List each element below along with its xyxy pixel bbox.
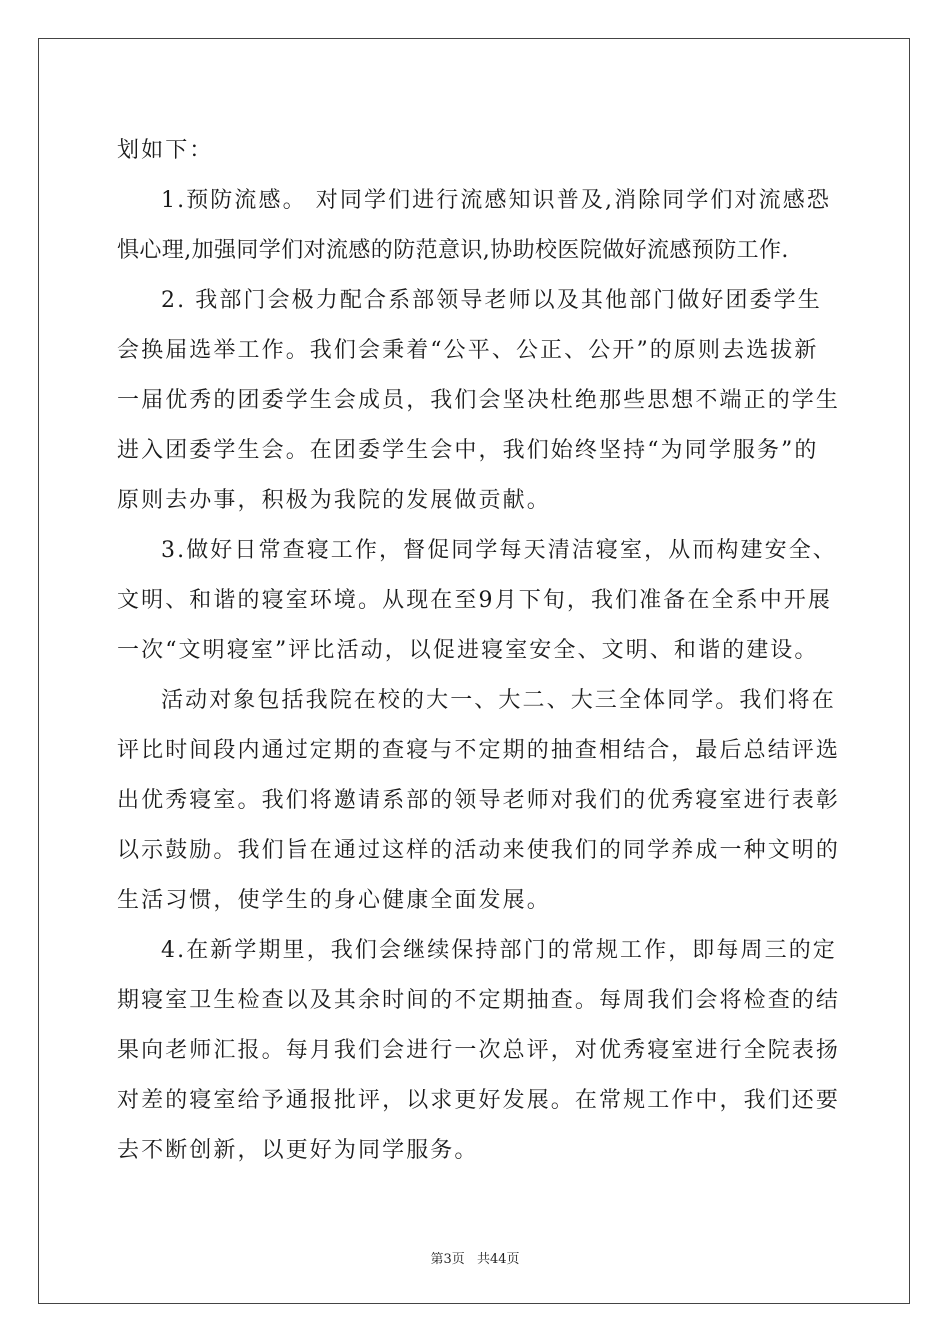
text-line: 1.预防流感。 对同学们进行流感知识普及,消除同学们对流感恐 bbox=[161, 188, 831, 213]
text-line: 果向老师汇报。每月我们会进行一次总评，对优秀寝室进行全院表扬 bbox=[117, 1038, 841, 1063]
text-line: 活动对象包括我院在校的大一、大二、大三全体同学。我们将在 bbox=[161, 688, 836, 713]
text-line: 以示鼓励。我们旨在通过这样的活动来使我们的同学养成一种文明的 bbox=[117, 838, 841, 863]
document-body bbox=[117, 126, 841, 1176]
text-line: 评比时间段内通过定期的查寝与不定期的抽查相结合，最后总结评选 bbox=[117, 738, 841, 763]
text-line: 4.在新学期里，我们会继续保持部门的常规工作，即每周三的定 bbox=[161, 938, 837, 963]
text-line: 生活习惯，使学生的身心健康全面发展。 bbox=[117, 888, 551, 913]
text-line: 3.做好日常查寝工作，督促同学每天清洁寝室，从而构建安全、 bbox=[161, 538, 837, 563]
text-line: 对差的寝室给予通报批评，以求更好发展。在常规工作中，我们还要 bbox=[117, 1088, 841, 1113]
text-line: 去不断创新，以更好为同学服务。 bbox=[117, 1138, 479, 1163]
text-line: 2. 我部门会极力配合系部领导老师以及其他部门做好团委学生 bbox=[161, 288, 822, 313]
text-line: 期寝室卫生检查以及其余时间的不定期抽查。每周我们会将检查的结 bbox=[117, 988, 841, 1013]
text-line: 一届优秀的团委学生会成员，我们会坚决杜绝那些思想不端正的学生 bbox=[117, 388, 841, 413]
page-number: 第3页 bbox=[430, 1252, 465, 1267]
text-line: 文明、和谐的寝室环境。从现在至9月下旬，我们准备在全系中开展 bbox=[117, 588, 832, 613]
page-footer bbox=[0, 1248, 950, 1267]
text-line: 一次“文明寝室”评比活动，以促进寝室安全、文明、和谐的建设。 bbox=[117, 638, 819, 663]
text-line: 出优秀寝室。我们将邀请系部的领导老师对我们的优秀寝室进行表彰 bbox=[117, 788, 841, 813]
page-total: 共44页 bbox=[476, 1252, 520, 1267]
text-line: 原则去办事，积极为我院的发展做贡献。 bbox=[117, 488, 551, 513]
text-line: 进入团委学生会。在团委学生会中，我们始终坚持“为同学服务”的 bbox=[117, 438, 819, 463]
text-line: 惧心理,加强同学们对流感的防范意识,协助校医院做好流感预防工作. bbox=[117, 238, 789, 263]
text-line: 划如下： bbox=[117, 138, 214, 163]
text-line: 会换届选举工作。我们会秉着“公平、公正、公开”的原则去选拔新 bbox=[117, 338, 819, 363]
